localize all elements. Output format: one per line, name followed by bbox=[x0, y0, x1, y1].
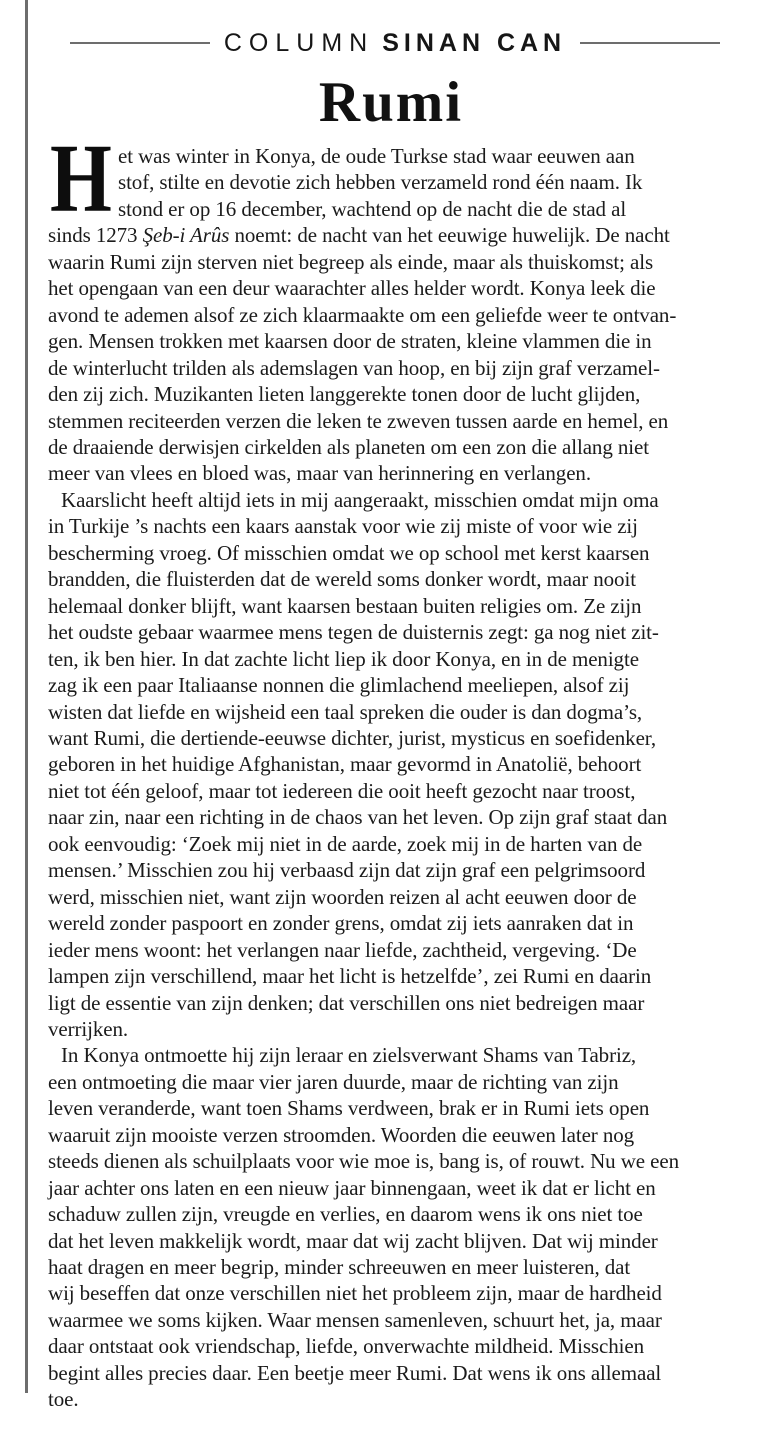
page-title: Rumi bbox=[318, 71, 464, 134]
text-line: zag ik een paar Italiaanse nonnen die glimlachend meeliepen, alsof zij bbox=[48, 673, 630, 698]
paragraph bbox=[48, 487, 764, 1043]
text-line: de draaiende derwisjen cirkelden als planeten om een zon die allang niet bbox=[48, 434, 649, 459]
text-line: waaruit zijn mooiste verzen stroomden. Woorden die eeuwen later nog bbox=[48, 1122, 635, 1147]
text-line: verrijken. bbox=[48, 1016, 129, 1041]
text-line: de winterlucht trilden als ademslagen van hoop, en bij zijn graf verzamel- bbox=[48, 355, 660, 380]
text-line: in Turkije ’s nachts een kaars aanstak voor wie zij miste of voor wie zij bbox=[48, 514, 638, 539]
text-line: haat dragen en meer begrip, minder schreeuwen en meer luisteren, dat bbox=[48, 1255, 631, 1280]
text-line: want Rumi, die dertiende-eeuwse dichter, jurist, mysticus en soefidenker, bbox=[48, 725, 657, 750]
text-line: In Konya ontmoette hij zijn leraar en zielsverwant Shams van Tabriz, bbox=[61, 1043, 637, 1068]
drop-cap: H bbox=[50, 125, 112, 232]
text-line: et was winter in Konya, de oude Turkse stad waar eeuwen aan bbox=[118, 144, 635, 168]
text-line: stof, stilte en devotie zich hebben verzameld rond één naam. Ik bbox=[118, 170, 643, 195]
text-segment: noemt: de nacht van het eeuwige huwelijk. De nacht bbox=[229, 223, 670, 248]
italic-phrase: Şeb-i Arûs bbox=[142, 223, 230, 248]
text-segment: sinds 1273 bbox=[48, 223, 143, 248]
text-line: gen. Mensen trokken met kaarsen door de straten, kleine vlammen die in bbox=[48, 329, 652, 354]
text-line: daar ontstaat ook vriendschap, liefde, onverwachte mildheid. Misschien bbox=[48, 1334, 644, 1359]
kicker-rule-right bbox=[580, 42, 720, 44]
text-line: leven veranderde, want toen Shams verdween, brak er in Rumi iets open bbox=[48, 1096, 650, 1121]
column-kicker bbox=[40, 30, 750, 56]
text-line: wereld zonder paspoort en zonder grens, omdat zij iets aanraken dat in bbox=[48, 911, 634, 936]
text-line: ieder mens woont: het verlangen naar liefde, zachtheid, vergeving. ‘De bbox=[48, 937, 637, 962]
text-line: wij beseffen dat onze verschillen niet het probleem zijn, maar de hardheid bbox=[48, 1281, 662, 1306]
text-line: waarin Rumi zijn sterven niet begreep als einde, maar als thuiskomst; als bbox=[48, 249, 654, 274]
text-line: waarmee we soms kijken. Waar mensen samenleven, schuurt het, ja, maar bbox=[48, 1307, 662, 1332]
text-line: wisten dat liefde en wijsheid een taal spreken die ouder is dan dogma’s, bbox=[48, 699, 643, 724]
left-column-rule bbox=[25, 0, 28, 1393]
text-line: ligt de essentie van zijn denken; dat verschillen ons niet bedreigen maar bbox=[48, 990, 645, 1015]
text-line: jaar achter ons laten en een nieuw jaar binnengaan, weet ik dat er licht en bbox=[48, 1175, 656, 1200]
text-line: het oudste gebaar waarmee mens tegen de duisternis zegt: ga nog niet zit- bbox=[48, 620, 659, 645]
article-body bbox=[48, 125, 764, 1413]
text-line: toe. bbox=[48, 1387, 79, 1412]
text-line: het opengaan van een deur waarachter alles helder wordt. Konya leek die bbox=[48, 276, 656, 301]
paragraph bbox=[48, 1042, 764, 1412]
text-line: een ontmoeting die maar vier jaren duurde, maar de richting van zijn bbox=[48, 1069, 619, 1094]
text-line: niet tot één geloof, maar tot iedereen die ooit heeft gezocht naar troost, bbox=[48, 778, 636, 803]
text-line: Kaarslicht heeft altijd iets in mij aangeraakt, misschien omdat mijn oma bbox=[61, 487, 659, 512]
text-line: steeds dienen als schuilplaats voor wie moe is, bang is, of rouwt. Nu we een bbox=[48, 1149, 680, 1174]
text-line: den zij zich. Muzikanten lieten langgerekte tonen door de lucht glijden, bbox=[48, 382, 641, 407]
text-line: lampen zijn verschillend, maar het licht is hetzelfde’, zei Rumi en daarin bbox=[48, 964, 652, 989]
author-name: SINAN CAN bbox=[382, 28, 567, 57]
text-line: avond te ademen alsof ze zich klaarmaakte om een geliefde weer te ontvan- bbox=[48, 302, 677, 327]
kicker-rule-left bbox=[70, 42, 210, 44]
text-line: brandden, die fluisterden dat de wereld soms donker wordt, maar nooit bbox=[48, 567, 636, 592]
text-line: ook eenvoudig: ‘Zoek mij niet in de aarde, zoek mij in de harten van de bbox=[48, 831, 643, 856]
text-line: werd, misschien niet, want zijn woorden reizen al acht eeuwen door de bbox=[48, 884, 637, 909]
text-line: schaduw zullen zijn, vreugde en verlies, en daarom wens ik ons niet toe bbox=[48, 1202, 643, 1227]
text-line: dat het leven makkelijk wordt, maar dat wij zacht blijven. Dat wij minder bbox=[48, 1228, 658, 1253]
text-line: bescherming vroeg. Of misschien omdat we op school met kerst kaarsen bbox=[48, 540, 650, 565]
text-line: geboren in het huidige Afghanistan, maar gevormd in Anatolië, behoort bbox=[48, 752, 642, 777]
text-line: naar zin, naar een richting in de chaos van het leven. Op zijn graf staat dan bbox=[48, 805, 668, 830]
text-line bbox=[48, 222, 764, 248]
text-line: helemaal donker blijft, want kaarsen bestaan buiten religies om. Ze zijn bbox=[48, 593, 642, 618]
text-line: meer van vlees en bloed was, maar van herinnering en verlangen. bbox=[48, 461, 591, 486]
text-line: mensen.’ Misschien zou hij verbaasd zijn dat zijn graf een pelgrimsoord bbox=[48, 858, 646, 883]
paragraph bbox=[48, 125, 764, 487]
text-line: stond er op 16 december, wachtend op de nacht die de stad al bbox=[118, 196, 627, 221]
text-line: stemmen reciteerden verzen die leken te zweven tussen aarde en hemel, en bbox=[48, 408, 669, 433]
text-line: ten, ik ben hier. In dat zachte licht liep ik door Konya, en in de menigte bbox=[48, 646, 639, 671]
text-line: begint alles precies daar. Een beetje meer Rumi. Dat wens ik ons allemaal bbox=[48, 1360, 662, 1385]
kicker-label: COLUMN bbox=[223, 28, 375, 57]
